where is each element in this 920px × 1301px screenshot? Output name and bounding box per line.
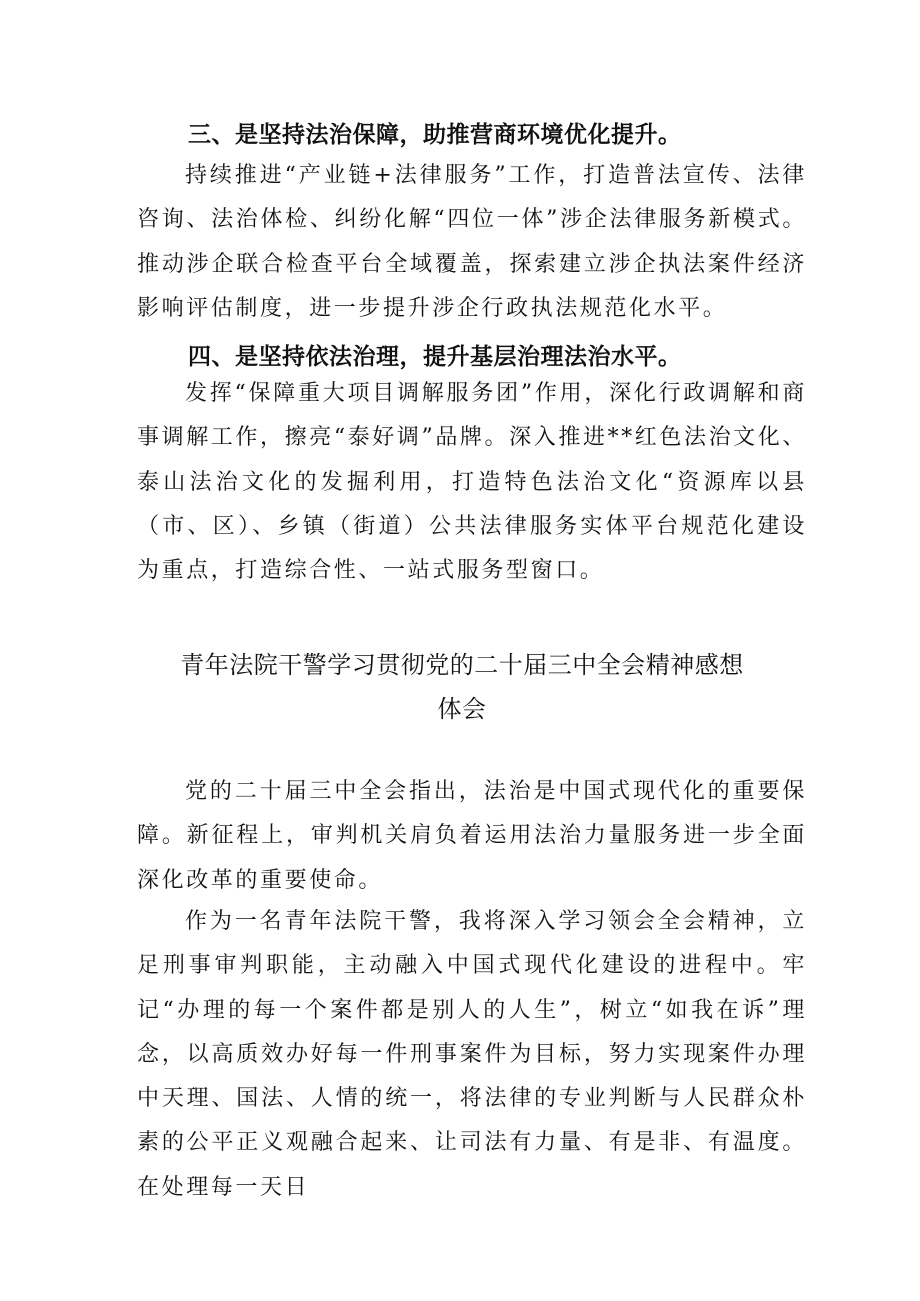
article-title-line-1: 青年法院干警学习贯彻党的二十届三中全会精神感想 — [180, 651, 744, 679]
article-paragraph-1: 党的二十届三中全会指出，法治是中国式现代化的重要保障。新征程上，审判机关肩负着运用法治力量服务进一步全面深化改革的重要使命。 — [137, 779, 807, 893]
section-4-heading: 四、是坚持依法治理，提升基层治理法治水平。 — [188, 344, 682, 370]
section-3-heading: 三、是坚持法治保障，助推营商环境优化提升。 — [188, 122, 682, 148]
article-paragraph-2: 作为一名青年法院干警，我将深入学习领会全会精神，立足刑事审判职能，主动融入中国式现代化建设的进程中。牢记“办理的每一个案件都是别人的人生”，树立“如我在诉”理念，以高质效办好每一件刑事案件为目标，努力实现案件办理中天理、国法、人情的统一，将法律的专业判断与人民群众朴素的公平正义观融合起来、让司法有力量、有是非、有温度。在处理每一天日 — [137, 909, 807, 1200]
article-title-line-2: 体会 — [437, 695, 487, 723]
article-title — [137, 643, 787, 731]
section-4-body: 发挥“保障重大项目调解服务团”作用，深化行政调解和商事调解工作，擦亮“泰好调”品牌。深入推进**红色法治文化、泰山法治文化的发掘利用，打造特色法治文化“资源库以县（市、区）、乡镇（街道）公共法律服务实体平台规范化建设为重点，打造综合性、一站式服务型窗口。 — [137, 381, 807, 584]
section-3-body: 持续推进“产业链+法律服务”工作，打造普法宣传、法律咨询、法治体检、纠纷化解“四位一体”涉企法律服务新模式。推动涉企联合检查平台全域覆盖，探索建立涉企执法案件经济影响评估制度，进一步提升涉企行政执法规范化水平。 — [137, 163, 807, 321]
